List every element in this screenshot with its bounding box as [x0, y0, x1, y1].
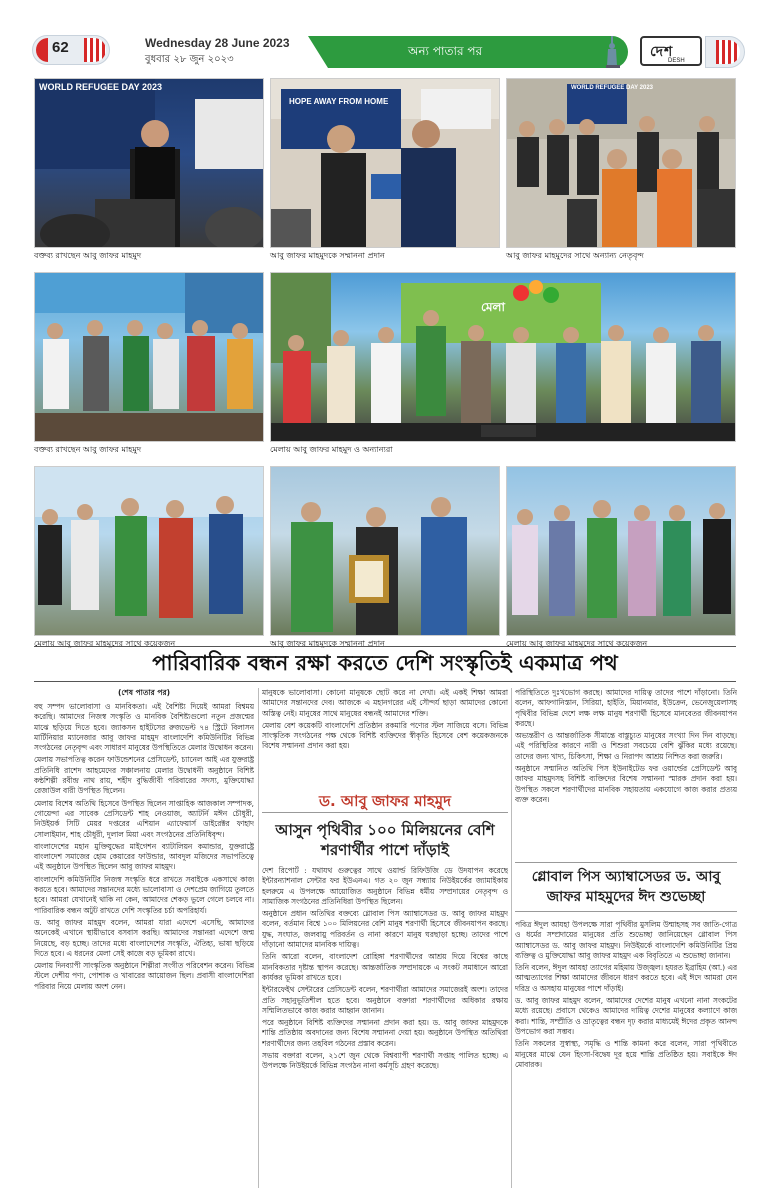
photo-caption: আবু জাফর মাহমুদকে সম্মাননা প্রদান: [270, 251, 385, 260]
date-english: Wednesday 28 June 2023: [145, 36, 290, 50]
photo-banner: WORLD REFUGEE DAY 2023: [39, 82, 163, 92]
article-paragraph: মেলায় দিনব্যাপী সাংস্কৃতিক অনুষ্ঠানে শিল্পীরা সংগীত পরিবেশন করেন। বিভিন্ন স্টলে দেশীয় পণ্য, পোশাক ও খাবারের আয়োজন ছিল। প্রবাসী বাংলাদেশিরা পরিবার নিয়ে মেলায় অংশ নেন।: [34, 961, 254, 991]
header-right-badge: [705, 36, 745, 68]
article-column-1: [34, 688, 254, 1188]
article-column-3-top: [515, 688, 737, 856]
article-paragraph: মানুষকে ভালোবাসা। কোনো মানুষকে ছোট করে না দেখা। এই একই শিক্ষা আমরা আমাদের সন্তানদের দেব। আজকে এ মহানগরের এই সৌন্দর্য ছাড়া আমাদের কোনো অস্তিত্ব নেই। মানুষের সাথে মানুষের বন্ধনই আমাদের শক্তি।: [262, 688, 508, 718]
photo-group-leaders: [506, 78, 736, 248]
column-divider: [258, 688, 259, 1188]
article-paragraph: তিনি বলেন, ঈদুল আযহা ত্যাগের মহিমায় উজ্জ্বল। হযরত ইব্রাহিম (আ.) এর আত্মত্যাগের শিক্ষা আমাদের জীবনে ধারণ করতে হবে। এই ঈদে আমরা যেন দরিদ্র ও অসহায় মানুষের পাশে দাঁড়াই।: [515, 963, 737, 993]
continued-note: (শেষ পাতার পর): [117, 688, 171, 697]
photo-fair-group-2: [506, 466, 736, 636]
logo-subtext: DESH: [668, 58, 685, 64]
page-header: [0, 0, 770, 70]
article-paragraph: বহু সম্পদ ভালোবাসা ও মানবিকতা। এই বৈশিষ্ট্য দিয়েই আমরা বিশ্বময় করেছি। আমাদের নিজস্ব সংস্কৃতি ও মানবিক বৈশিষ্ট্যগুলো নতুন প্রজন্মের মাঝে ছড়িয়ে দিতে হবে। জ্যাকসন হাইটসের রুজভেল্ট ৭৪ স্ট্রিটে বিলাসন মার্টিনিয়ার ম্যানেজার আবু জাফর মাহমুদ বাংলাদেশি কমিউনিটির বিভিন্ন সংগঠনের নেতৃবৃন্দ এবং সাধারণ মানুষের উপস্থিতিতে মেলার উদ্বোধন করেন।: [34, 702, 254, 753]
date-bangla: বুধবার ২৮ জুন ২০২৩: [145, 54, 234, 65]
article-paragraph: বাংলাদেশি কমিউনিটির নিজস্ব সংস্কৃতি ধরে রাখতে সবাইকে একসাথে কাজ করতে হবে। আমাদের সন্তানদের মধ্যে ভালোবাসা ও দেশপ্রেম জাগিয়ে তুলতে হবে। আমরা যেখানেই থাকি না কেন, আমাদের শেকড় ভুলে গেলে চলবে না। পারিবারিক বন্ধন অটুট রাখতে দেশি সংস্কৃতির চর্চা অপরিহার্য।: [34, 874, 254, 915]
column-divider: [511, 688, 512, 1188]
article-paragraph: বাংলাদেশের মহান মুক্তিযুদ্ধের মাইগেশন ব্যাটালিয়ন কমান্ডার, যুক্তরাষ্ট্রে বাংলাদেশ সমাজের হোম কেয়ারের ফাউন্ডার, আবদুল মজিদের সভাপতিত্বে এই অনুষ্ঠানে উপস্থিত ছিলেন আবু জাফর মাহমুদ।: [34, 841, 254, 872]
article-paragraph: ড. আবু জাফর মাহমুদ বলেন, আমরা যারা এদেশে এসেছি, আমাদের অনেকেই এখানে স্থায়ীভাবে বসবাস করছি। আমাদের সন্তানরা এদেশে জন্ম নিয়েছে, বড় হচ্ছে। তাদের মধ্যে বাংলাদেশের সংস্কৃতি, ঐতিহ্য, ভাষা ছড়িয়ে দিতে হবে। এ ধরনের মেলা সেই কাজে বড় ভূমিকা রাখে।: [34, 917, 254, 958]
photo-banner: HOPE AWAY FROM HOME: [289, 97, 389, 106]
photo-fair-group-1: [34, 466, 264, 636]
article-paragraph: তিনি সকলের সুস্বাস্থ্য, সমৃদ্ধি ও শান্তি কামনা করে বলেন, সারা পৃথিবীতে মানুষের মাঝে যেন হিংসা-বিদ্বেষ দূর হয়ে শান্তি প্রতিষ্ঠিত হয়। সবাইকে ঈদ মোবারক।: [515, 1039, 737, 1069]
article-paragraph: তিনি আরো বলেন, বাংলাদেশ রোহিঙ্গা শরণার্থীদের আশ্রয় দিয়ে বিশ্বের কাছে মানবিকতার দৃষ্টান্ত স্থাপন করেছে। আন্তর্জাতিক সম্প্রদায়কে এ সংকট সমাধানে আরো কার্যকর ভূমিকা রাখতে হবে।: [262, 952, 508, 982]
article-paragraph: দেশ রিপোর্ট : যথাযথ গুরুত্বের সাথে ওয়ার্ল্ড রিফিউজি ডে উদযাপন করেছে ইন্টারন্যাশনাল সেন্টার ফর ইউএনএ। গত ২০ জুন সন্ধ্যায় নিউইয়র্কের জ্যামাইকায় হলরুমে এ উপলক্ষে আয়োজিত অনুষ্ঠানে বিভিন্ন ধর্মীয় সম্প্রদায়ের নেতৃবৃন্দ ও সামাজিক সংগঠনের প্রতিনিধিরা উপস্থিত ছিলেন।: [262, 866, 508, 906]
photo-award-ceremony: [270, 78, 500, 248]
byline-divider: [262, 812, 508, 813]
section-title: অন্য পাতার পর: [408, 44, 483, 58]
article-paragraph: অভ্যন্তরীণ ও আন্তর্জাতিক সীমান্তে বাস্তুচ্যুত মানুষের সংখ্যা দিন দিন বাড়ছে। এই পরিস্থিতির কারণে নারী ও শিশুরা সবচেয়ে বেশি ঝুঁকির মধ্যে রয়েছে। তাদের জন্য খাদ্য, চিকিৎসা, শিক্ষা ও নিরাপদ আশ্রয় নিশ্চিত করা জরুরি।: [515, 731, 737, 761]
article-paragraph: পবিত্র ঈদুল আযহা উপলক্ষে সারা পৃথিবীর মুসলিম উম্মাহসহ সব জাতি-গোত্র ও ধর্মের সম্প্রদায়ের মানুষের প্রতি শুভেচ্ছা জানিয়েছেন গ্লোবাল পিস অ্যাম্বাসেডর ড. আবু জাফর মাহমুদ। নিউইয়র্কে বাংলাদেশি কমিউনিটির প্রিয় ব্যক্তিত্ব ও মুক্তিযোদ্ধা আবু জাফর মাহমুদ এক বিবৃতিতে এ শুভেচ্ছা জানান।: [515, 920, 737, 960]
main-headline: পারিবারিক বন্ধন রক্ষা করতে দেশি সংস্কৃতিই একমাত্র পথ: [34, 646, 736, 682]
photo-caption: বক্তব্য রাখছেন আবু জাফর মাহমুদ: [34, 445, 142, 454]
photo-award-frame: [270, 466, 500, 636]
article-column-2-bottom: [262, 866, 508, 1188]
refugee-subheadline: আসুন পৃথিবীর ১০০ মিলিয়নের বেশি শরণার্থীর পাশে দাঁড়াই: [275, 821, 495, 859]
statue-of-liberty-icon: [604, 34, 622, 68]
byline: ড. আবু জাফর মাহমুদ: [318, 792, 451, 810]
article-paragraph: সভায় বক্তারা বলেন, ২১শে জুন থেকে বিশ্বব্যাপী শরণার্থী সপ্তাহ পালিত হচ্ছে। এ উপলক্ষে নিউইয়র্কে বিভিন্ন সংগঠন নানা কর্মসূচি গ্রহণ করেছে।: [262, 1051, 508, 1071]
photo-caption: মেলায় আবু জাফর মাহমুদ ও অন্যান্যরা: [270, 445, 393, 454]
article-paragraph: পরিস্থিতিতে দুঃখভোগ করছে। আমাদের দায়িত্ব তাদের পাশে দাঁড়ানো। তিনি বলেন, আফগানিস্তান, সিরিয়া, হাইতি, মিয়ানমার, ইউক্রেন, ভেনেজুয়েলাসহ পৃথিবীর বিভিন্ন দেশে লক্ষ লক্ষ মানুষ শরণার্থী হিসেবে মানবেতর জীবনযাপন করছে।: [515, 688, 737, 728]
article-paragraph: মেলায় বেশ কয়েকটি বাংলাদেশি প্রতিষ্ঠান রকমারি পণ্যের স্টল সাজিয়ে বসে। বিভিন্ন সাংস্কৃতিক সংগঠনের পক্ষ থেকে বিশিষ্ট ব্যক্তিদের স্বীকৃতি হিসেবে বেশ কয়েকজনকে বিশেষ সম্মাননা প্রদান করা হয়।: [262, 720, 508, 751]
article-paragraph: ড. আবু জাফর মাহমুদ বলেন, আমাদের দেশের মানুষ এখনো নানা সংকটের মধ্যে রয়েছে। প্রবাসে থেকেও আমাদের দায়িত্ব দেশের মানুষের কল্যাণে কাজ করা। শান্তি, সম্প্রীতি ও ভ্রাতৃত্বের বন্ধন দৃঢ় করার মাধ্যমেই ঈদের প্রকৃত আনন্দ উপভোগ করা সম্ভব।: [515, 996, 737, 1036]
photo-caption: আবু জাফর মাহমুদকে সম্মাননা প্রদান: [270, 639, 385, 648]
logo-text: দেশ: [650, 43, 674, 59]
article-paragraph: ইন্টারফেইথ সেন্টারের প্রেসিডেন্ট বলেন, শরণার্থীরা আমাদের সমাজেরই অংশ। তাদের প্রতি সহানুভূতিশীল হতে হবে। অনুষ্ঠানে বক্তারা শরণার্থীদের অধিকার রক্ষায় সম্মিলিতভাবে কাজ করার আহ্বান জানান।: [262, 985, 508, 1015]
photo-caption: বক্তব্য রাখছেন আবু জাফর মাহমুদ: [34, 251, 142, 260]
page-number: 62: [52, 39, 69, 56]
article-paragraph: অনুষ্ঠানে সম্মানিত অতিথি পিস ইউনাইটেড ফর ওয়ার্ল্ডের প্রেসিডেন্ট আবু জাফর মাহমুদসহ বিশিষ্ট ব্যক্তিদের বিশেষ সম্মাননা স্মারক প্রদান করা হয়। উপস্থিত সকলে শরণার্থীদের মানবিক সহায়তায় একযোগে কাজ করার প্রত্যয় ব্যক্ত করেন।: [515, 764, 737, 804]
photo-fair-stage-speech: [34, 272, 264, 442]
photo-speaker-podium: [34, 78, 264, 248]
article-column-3-bottom: [515, 920, 737, 1188]
photo-caption: মেলায় আবু জাফর মাহমুদের সাথে কয়েকজন: [506, 639, 648, 648]
article-paragraph: পরে অনুষ্ঠানে বিশিষ্ট ব্যক্তিদের সম্মাননা প্রদান করা হয়। ড. আবু জাফর মাহমুদকে শান্তি প্রতিষ্ঠায় অবদানের জন্য বিশেষ সম্মাননা দেয়া হয়। অনুষ্ঠানে উপস্থিত অতিথিরা শরণার্থীদের জন্য তহবিল গঠনের প্রস্তাব করেন।: [262, 1018, 508, 1048]
photo-caption: আবু জাফর মাহমুদের সাথে অন্যান্য নেতৃবৃন্দ: [506, 251, 644, 260]
article-paragraph: মেলায় বিশেষ অতিথি হিসেবে উপস্থিত ছিলেন সাপ্তাহিক আজকাল সম্পাদক, গোয়েন্দা এর সাবেক প্রেসিডেন্ট শাহ নেওয়াজ, অ্যাটর্নি মঈন চৌধুরী, নিউইয়র্ক সিটি মেয়র দপ্তরের এশিয়ান এ্যাফেয়ার্স ডাইরেক্টর ফাহাদ সোলাইমান, শাহ চৌধুরী, দুলাল মিয়া এবং সংগঠনের প্রতিনিধিবৃন্দ।: [34, 798, 254, 839]
photo-banner: WORLD REFUGEE DAY 2023: [571, 85, 654, 91]
article-paragraph: অনুষ্ঠানে প্রধান অতিথির বক্তব্যে গ্লোবাল পিস অ্যাম্বাসেডর ড. আবু জাফর মাহমুদ বলেন, বর্তমান বিশ্বে ১০০ মিলিয়নের বেশি মানুষ শরণার্থী হিসেবে জীবনযাপন করছে। যুদ্ধ, সংঘাত, জলবায়ু পরিবর্তন ও নানা কারণে মানুষ ঘরছাড়া হচ্ছে। তাদের পাশে দাঁড়ানো আমাদের মানবিক দায়িত্ব।: [262, 909, 508, 950]
photo-caption: মেলায় আবু জাফর মাহমুদের সাথে কয়েকজন: [34, 639, 176, 648]
eid-greeting-subheadline: গ্লোবাল পিস অ্যাম্বাসেডর ড. আবু জাফর মাহমুদের ঈদ শুভেচ্ছা: [515, 862, 737, 912]
article-column-2-top: [262, 688, 508, 786]
photo-banner: মেলা: [481, 300, 505, 314]
article-paragraph: মেলায় সভাপতিত্ব করেন ফাউন্ডেশনের প্রেসিডেন্ট, চ্যানেল আই এর যুক্তরাষ্ট্র প্রতিনিধি রাশেদ আহমেদের সঞ্চালনায় মেলার উদ্বোধনী অনুষ্ঠানে বিশিষ্ট কন্ঠশিল্পী রবীন্দ্র নাথ রায়, শহীদ বুদ্ধিজীবী পরিবারের সদস্য, মুক্তিযোদ্ধা রেজাউল বারী উপস্থিত ছিলেন।: [34, 755, 254, 796]
photo-fair-stage-group: [270, 272, 736, 442]
